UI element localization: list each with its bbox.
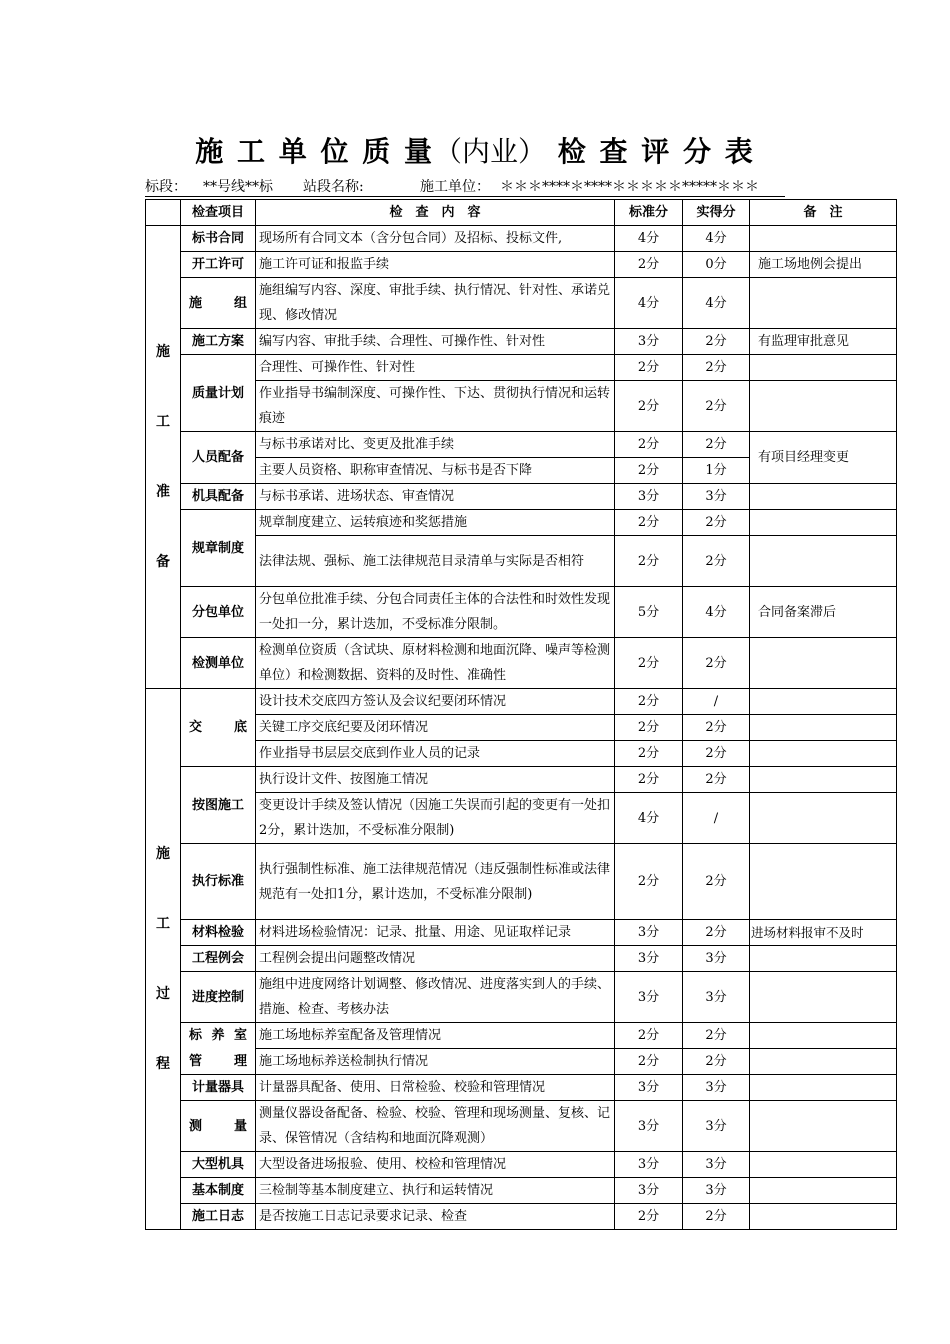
remark [750,689,897,715]
remark [750,536,897,587]
check-content: 现场所有合同文本（含分包合同）及招标、投标文件, [256,226,615,252]
actual-score: 3分 [683,946,750,972]
station-label: 站段名称: [303,179,364,195]
table-row [146,972,897,1023]
actual-score: 4分 [683,587,750,638]
check-content: 变更设计手续及签认情况（因施工失误而引起的变更有一处扣2分，累计迭加，不受标准分限制) [256,793,615,844]
section-label: 标段： [145,179,187,195]
header-actual: 实得分 [683,200,750,226]
remark: 合同备案滞后 [750,587,897,638]
check-item: 工程例会 [181,946,256,972]
table-row [146,715,897,741]
actual-score: 4分 [683,226,750,252]
check-item: 施工方案 [181,329,256,355]
actual-score: 3分 [683,1101,750,1152]
check-content: 材料进场检验情况：记录、批量、用途、见证取样记录 [256,920,615,946]
header-note: 备 注 [750,200,897,226]
check-content: 施组编写内容、深度、审批手续、执行情况、针对性、承诺兑现、修改情况 [256,278,615,329]
check-content: 测量仪器设备配备、检验、校验、管理和现场测量、复核、记录、保管情况（含结构和地面沉降观测） [256,1101,615,1152]
standard-score: 2分 [615,536,683,587]
standard-score: 4分 [615,278,683,329]
header-item: 检查项目 [181,200,256,226]
actual-score: 2分 [683,1049,750,1075]
actual-score: 2分 [683,767,750,793]
table-row [146,1152,897,1178]
header-standard: 标准分 [615,200,683,226]
table-row [146,1023,897,1049]
table-header-row [146,200,897,226]
check-item: 质量计划 [181,355,256,432]
check-item: 管理 [181,1049,256,1075]
actual-score: 4分 [683,278,750,329]
actual-score: 2分 [683,355,750,381]
remark [750,844,897,920]
actual-score: 2分 [683,741,750,767]
table-row [146,252,897,278]
check-content: 设计技术交底四方签认及会议纪要闭环情况 [256,689,615,715]
standard-score: 2分 [615,715,683,741]
category-char: 施 [156,344,170,360]
check-content: 三检制等基本制度建立、执行和运转情况 [256,1178,615,1204]
standard-score: 2分 [615,767,683,793]
category-process [146,689,181,1230]
table-row [146,226,897,252]
standard-score: 3分 [615,484,683,510]
remark [750,946,897,972]
standard-score: 3分 [615,920,683,946]
meta-line [145,178,785,197]
actual-score: / [683,689,750,715]
check-item: 施工日志 [181,1204,256,1230]
table-row [146,1204,897,1230]
actual-score: 3分 [683,484,750,510]
standard-score: 3分 [615,1152,683,1178]
check-content: 编写内容、审批手续、合理性、可操作性、针对性 [256,329,615,355]
actual-score: 2分 [683,920,750,946]
header-content: 检 查 内 容 [256,200,615,226]
table-row [146,278,897,329]
table-row [146,510,897,536]
remark [750,510,897,536]
remark [750,1152,897,1178]
check-content: 法律法规、强标、施工法律规范目录清单与实际是否相符 [256,536,615,587]
remark [750,793,897,844]
actual-score: 2分 [683,844,750,920]
standard-score: 2分 [615,1023,683,1049]
actual-score: 3分 [683,1075,750,1101]
table-row [146,920,897,946]
category-char: 过 [156,986,170,1002]
check-content: 工程例会提出问题整改情况 [256,946,615,972]
standard-score: 3分 [615,946,683,972]
check-content: 执行强制性标准、施工法律规范情况（违反强制性标准或法律规范有一处扣1分，累计迭加，不受标准分限制) [256,844,615,920]
table-row [146,844,897,920]
table-row [146,484,897,510]
table-row [146,381,897,432]
remark [750,1101,897,1152]
remark: 进场材料报审不及时 [750,920,897,946]
remark: 有项目经理变更 [750,432,897,484]
actual-score: / [683,793,750,844]
standard-score: 3分 [615,1178,683,1204]
check-content: 施组中进度网络计划调整、修改情况、进度落实到人的手续、措施、检查、考核办法 [256,972,615,1023]
table-row [146,638,897,689]
check-item: 基本制度 [181,1178,256,1204]
table-row [146,587,897,638]
table-row [146,432,897,458]
remark [750,381,897,432]
check-item: 分包单位 [181,587,256,638]
actual-score: 2分 [683,1204,750,1230]
remark [750,355,897,381]
standard-score: 2分 [615,638,683,689]
check-item: 交 底 [181,689,256,767]
check-content: 分包单位批准手续、分包合同责任主体的合法性和时效性发现一处扣一分，累计迭加，不受标准分限制。 [256,587,615,638]
actual-score: 2分 [683,381,750,432]
check-item: 材料检验 [181,920,256,946]
table-row [146,329,897,355]
standard-score: 2分 [615,510,683,536]
remark [750,638,897,689]
remark [750,278,897,329]
actual-score: 0分 [683,252,750,278]
check-item: 开工许可 [181,252,256,278]
check-item: 计量器具 [181,1075,256,1101]
remark [750,1075,897,1101]
standard-score: 5分 [615,587,683,638]
category-char: 程 [156,1056,170,1072]
check-content: 主要人员资格、职称审查情况、与标书是否下降 [256,458,615,484]
actual-score: 2分 [683,536,750,587]
standard-score: 2分 [615,844,683,920]
standard-score: 4分 [615,793,683,844]
check-content: 施工许可证和报监手续 [256,252,615,278]
check-content: 检测单位资质（含试块、原材料检测和地面沉降、噪声等检测单位）和检测数据、资料的及时性、准确性 [256,638,615,689]
table-row [146,1178,897,1204]
table-row [146,1075,897,1101]
table-row [146,536,897,587]
standard-score: 3分 [615,1101,683,1152]
title-main-left: 施 工 单 位 质 量 [195,135,434,168]
category-char: 准 [156,484,170,500]
standard-score: 3分 [615,972,683,1023]
check-content: 作业指导书层层交底到作业人员的记录 [256,741,615,767]
remark [750,226,897,252]
actual-score: 2分 [683,329,750,355]
standard-score: 2分 [615,432,683,458]
category-char: 工 [156,414,170,430]
check-content: 与标书承诺对比、变更及批准手续 [256,432,615,458]
check-item: 施 组 [181,278,256,329]
check-content: 施工场地标养室配备及管理情况 [256,1023,615,1049]
check-content: 合理性、可操作性、针对性 [256,355,615,381]
page-title [0,130,950,170]
standard-score: 3分 [615,329,683,355]
category-char: 备 [156,554,170,570]
actual-score: 2分 [683,510,750,536]
standard-score: 3分 [615,1075,683,1101]
standard-score: 2分 [615,458,683,484]
check-item: 标养室 [181,1023,256,1049]
check-content: 与标书承诺、进场状态、审查情况 [256,484,615,510]
check-item: 标书合同 [181,226,256,252]
remark [750,484,897,510]
unit-label: 施工单位： [420,179,490,195]
remark [750,1049,897,1075]
check-content: 计量器具配备、使用、日常检验、校验和管理情况 [256,1075,615,1101]
check-content: 作业指导书编制深度、可操作性、下达、贯彻执行情况和运转痕迹 [256,381,615,432]
remark [750,1204,897,1230]
check-content: 规章制度建立、运转痕迹和奖惩措施 [256,510,615,536]
check-content: 施工场地标养送检制执行情况 [256,1049,615,1075]
remark [750,1023,897,1049]
standard-score: 2分 [615,1049,683,1075]
category-char: 施 [156,846,170,862]
remark [750,972,897,1023]
standard-score: 2分 [615,355,683,381]
actual-score: 3分 [683,1178,750,1204]
check-content: 大型设备进场报验、使用、校检和管理情况 [256,1152,615,1178]
check-content: 执行设计文件、按图施工情况 [256,767,615,793]
check-item: 检测单位 [181,638,256,689]
table-row [146,689,897,715]
score-table [145,199,897,1230]
actual-score: 2分 [683,715,750,741]
remark [750,767,897,793]
check-item: 大型机具 [181,1152,256,1178]
actual-score: 2分 [683,432,750,458]
actual-score: 3分 [683,972,750,1023]
unit-value: ＊＊＊****＊****＊＊＊＊＊*****＊＊＊ [500,179,759,195]
standard-score: 2分 [615,741,683,767]
remark [750,741,897,767]
actual-score: 1分 [683,458,750,484]
check-content: 关键工序交底纪要及闭环情况 [256,715,615,741]
table-row [146,355,897,381]
header-category [146,200,181,226]
check-item: 按图施工 [181,767,256,844]
category-prep [146,226,181,689]
standard-score: 4分 [615,226,683,252]
table-row [146,1049,897,1075]
actual-score: 2分 [683,638,750,689]
standard-score: 2分 [615,252,683,278]
standard-score: 2分 [615,689,683,715]
table-row [146,946,897,972]
title-main-right: 检 查 评 分 表 [557,135,755,168]
actual-score: 3分 [683,1152,750,1178]
remark [750,1178,897,1204]
check-item: 进度控制 [181,972,256,1023]
check-item: 测 量 [181,1101,256,1152]
check-item: 人员配备 [181,432,256,484]
table-row [146,767,897,793]
title-subtitle: （内业） [433,135,546,168]
category-char: 工 [156,916,170,932]
standard-score: 2分 [615,1204,683,1230]
table-row [146,793,897,844]
check-content: 是否按施工日志记录要求记录、检查 [256,1204,615,1230]
table-row [146,1101,897,1152]
table-row [146,741,897,767]
remark: 施工场地例会提出 [750,252,897,278]
check-item: 规章制度 [181,510,256,587]
remark [750,715,897,741]
actual-score: 2分 [683,1023,750,1049]
section-value: **号线**标 [203,179,273,195]
remark: 有监理审批意见 [750,329,897,355]
check-item: 机具配备 [181,484,256,510]
standard-score: 2分 [615,381,683,432]
check-item: 执行标准 [181,844,256,920]
